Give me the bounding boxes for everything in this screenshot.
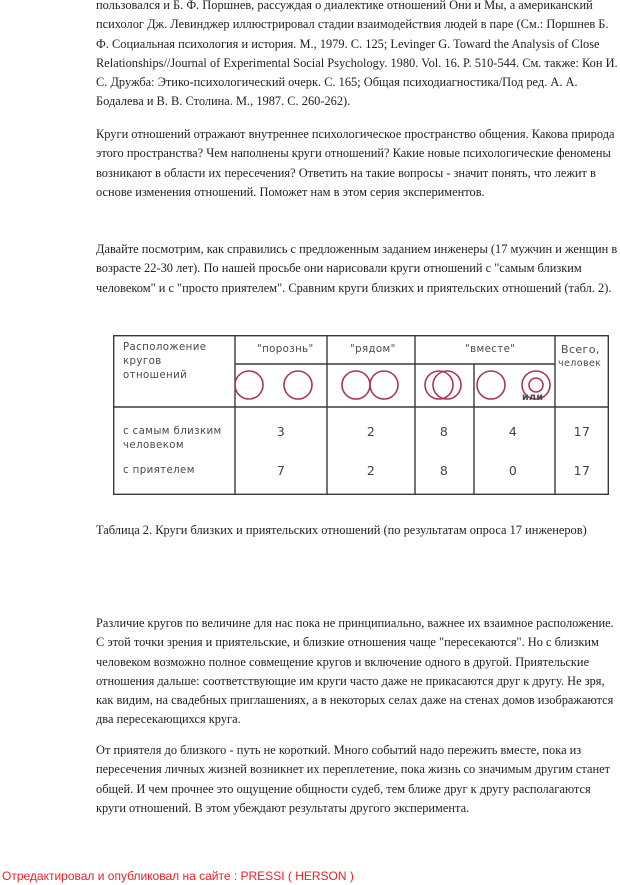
cell-closest-vmeste-overlap: 8 [439,424,449,439]
or-label: или [522,392,544,403]
cell-friend-ryadom: 2 [366,463,376,478]
cell-closest-ryadom: 2 [366,424,376,439]
table-2-figure [113,335,609,495]
column-header-ryadom: "рядом" [350,344,396,355]
cell-friend-total: 17 [573,463,591,478]
circle-vmeste-separate [477,371,505,399]
total-header-line: человек [558,358,602,369]
column-header-vmeste: "вместе" [465,344,516,355]
row-label-friend: с приятелем [123,465,195,476]
cell-friend-vmeste-overlap: 8 [439,463,449,478]
column-header-total [558,343,602,371]
column-header-porozn: "порознь" [257,344,314,355]
paragraph-circles-intro: Круги отношений отражают внутреннее психологическое пространство общения. Какова природа этого пространства? Чем наполнены круги отношений? Какие новые психологические феномены возникают в области их пересечения? Ответить на такие вопросы - значит понять, что лежит в основе изменения отношений. Поможет нам в этом серия экспериментов. [96,127,615,199]
circle-vmeste-inner [529,378,543,392]
row-label-closest [123,425,222,453]
cell-friend-vmeste-inside: 0 [508,463,518,478]
paragraph-circles-position: Различие кругов по величине для нас пока не принципиально, важнее их взаимное расположение. С этой точки зрения и приятельские, и близкие отношения чаще "пересекаются". Но с близким человеком возможно полное совмещение кругов и включение одного в другой. Приятельские отношения дальше: соответствующие им круги часто даже не прикасаются друг к другу. Не зря, как видим, на свадебных приглашениях, а в некоторых селах даже на стенах домов изображаются два пересекающихся круга. [96,616,614,727]
cell-closest-vmeste-inside: 4 [508,424,518,439]
row-header-line: кругов [123,356,162,367]
circle-porozn-a [235,371,263,399]
circle-vmeste-overlap-b [433,371,461,399]
row-label-line: человеком [123,440,184,451]
circle-vmeste-overlap-a [425,371,453,399]
paragraph-friend-to-close: От приятеля до близкого - путь не короткий. Много событий надо пережить вместе, пока из пересечения личных жизней возникнет их переплетение, пока жизнь со значимым другим станет общей. И чем прочнее это ощущение общности судеб, тем ближе друг к другу располагаются круги отношений. В этом убеждают результаты другого эксперимента. [96,743,611,815]
paragraph-engineers-task: Давайте посмотрим, как справились с предложенным заданием инженеры (17 мужчин и женщин в возрасте 22-30 лет). По нашей просьбе они нарисовали круги отношений с "самым близким человеком" и с "просто приятелем". Сравним круги близких и приятельских отношений (табл. 2). [96,242,618,295]
circle-ryadom-b [370,371,398,399]
row-header-line: отношений [123,370,188,381]
cell-closest-total: 17 [573,424,591,439]
cell-closest-porozn: 3 [276,424,286,439]
cell-friend-porozn: 7 [276,463,286,478]
row-header-label [123,341,206,383]
circle-ryadom-a [342,371,370,399]
row-label-line: с самым близким [123,426,222,437]
row-header-line: Расположение [123,342,207,353]
publisher-footer: Отредактировал и опубликовал на сайте : PRESSI ( HERSON ) [2,869,354,883]
total-header-line: Всего, [561,343,600,356]
paragraph-references: пользовался и Б. Ф. Поршнев, рассуждая о диалектике отношений Они и Мы, а американский психолог Дж. Левинджер иллюстрировал стадии взаимодействия людей в паре (См.: Поршнев Б. Ф. Социальная психология и история. М., 1979. С. 125; Levinger G. Toward the Analysis of Close Relationships//Journal of Experimental Social Psychology. 1980. Vol. 16. P. 510-544. См. также: Кон И. С. Дружба: Этико-психологический очерк. С. 165; Общая психодиагностика/Под ред. А. А. Бодалева и В. В. Столина. М., 1987. С. 260-262). [96,0,618,109]
table-caption: Таблица 2. Круги близких и приятельских отношений (по результатам опроса 17 инженеров) [96,523,587,537]
circle-porozn-b [284,371,312,399]
